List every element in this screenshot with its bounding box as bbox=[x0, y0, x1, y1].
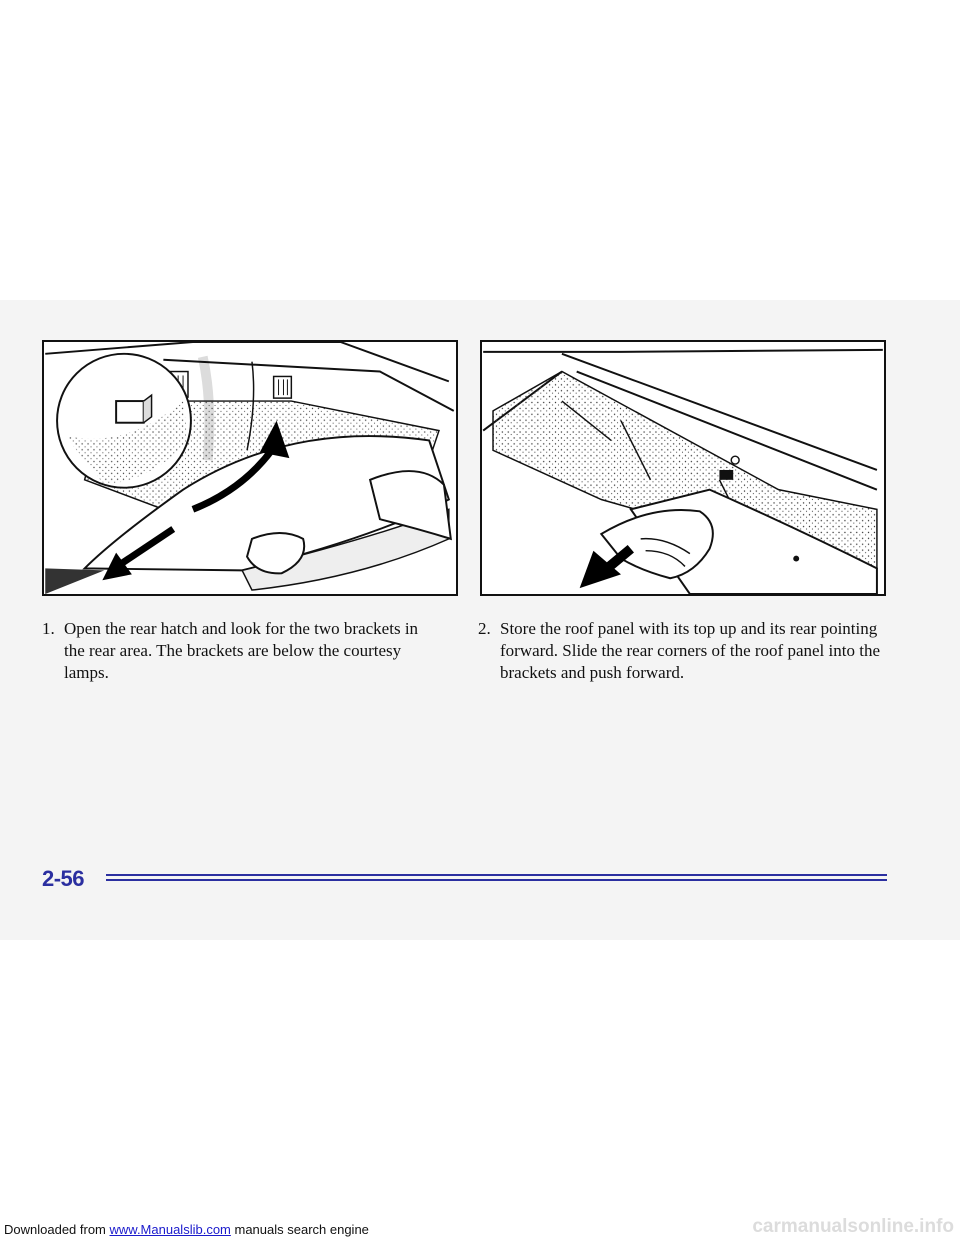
step-text: Open the rear hatch and look for the two brackets in the rear area. The brackets are below the courtesy lamps. bbox=[64, 619, 419, 682]
watermark-prefix: Downloaded from bbox=[4, 1222, 110, 1237]
step-1 bbox=[42, 618, 442, 684]
watermark-suffix: manuals search engine bbox=[230, 1222, 369, 1237]
step-number: 2. bbox=[478, 619, 491, 638]
illustration-rear-hatch-brackets bbox=[42, 340, 458, 596]
footer-rule bbox=[106, 879, 887, 881]
step-2 bbox=[478, 618, 888, 684]
step-number: 1. bbox=[42, 619, 55, 638]
step-text: Store the roof panel with its top up and its rear pointing forward. Slide the rear corners of the roof panel into the brackets and push forward. bbox=[500, 619, 880, 682]
manualslib-link[interactable]: www.Manualslib.com bbox=[109, 1222, 231, 1237]
footer-rule bbox=[106, 874, 887, 876]
site-logo: carmanualsonline.info bbox=[752, 1216, 954, 1237]
page-footer bbox=[42, 866, 887, 890]
page-number: 2-56 bbox=[42, 866, 85, 891]
illustration-roof-panel-stowing bbox=[480, 340, 886, 596]
download-watermark bbox=[4, 1222, 369, 1237]
